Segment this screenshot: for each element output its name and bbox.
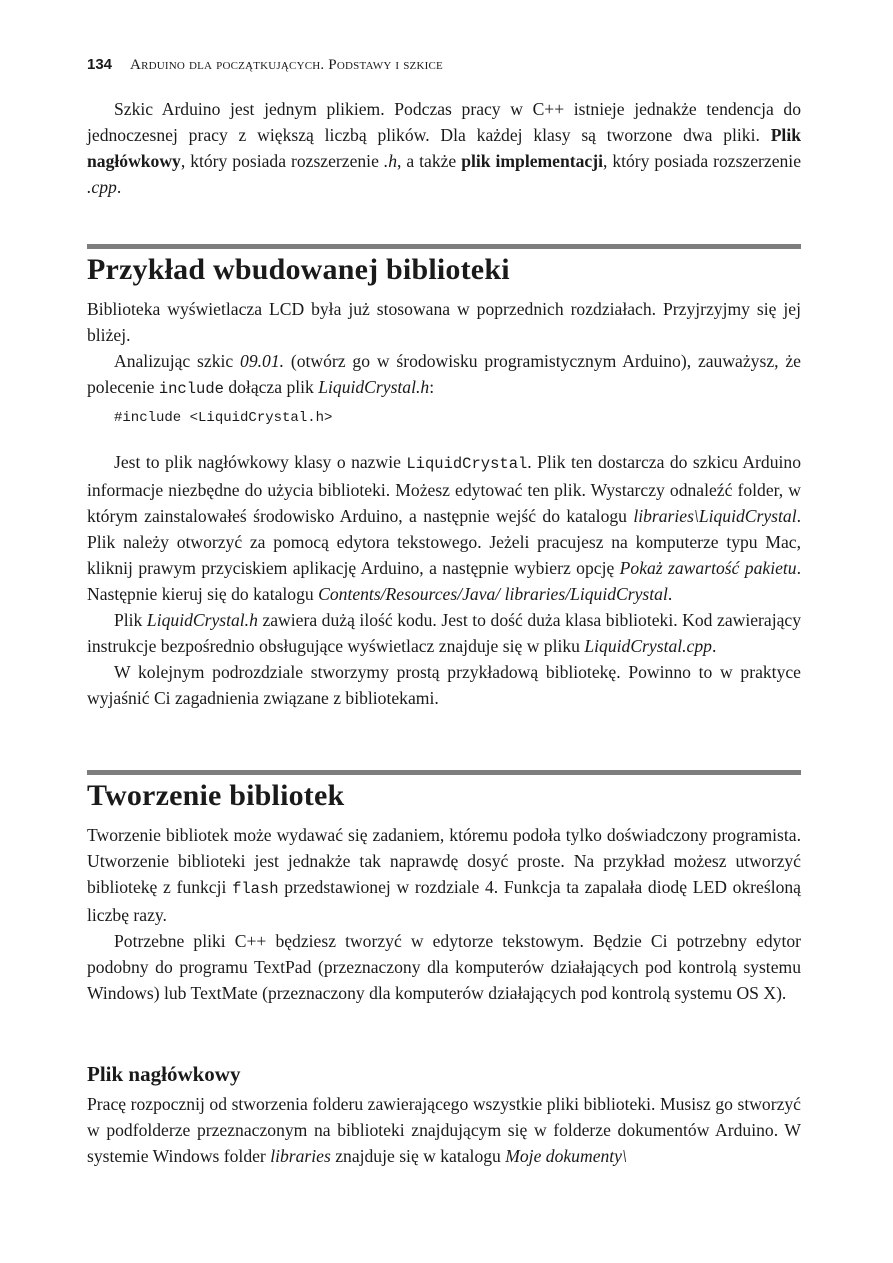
text-run: . [667, 584, 673, 604]
bold-term: plik implementacji [461, 151, 603, 171]
italic-term: Moje dokumenty\ [505, 1146, 627, 1166]
italic-term: .h [383, 151, 398, 171]
text-run: . [116, 177, 122, 197]
inline-code: flash [232, 880, 279, 898]
builtin-library-block-1 [87, 296, 801, 402]
section-rule [87, 770, 801, 775]
text-run: znajduje się w katalogu [330, 1146, 506, 1166]
text-run: (otwórz go w środowisku programistycznym Arduino), zauważysz, że polecenie [87, 351, 801, 397]
page-number: 134 [87, 56, 113, 73]
running-header [87, 56, 801, 74]
creating-paragraph-2 [87, 928, 801, 1006]
section-heading-creating-libraries: Tworzenie bibliotek [87, 779, 345, 812]
section-heading-builtin-library: Przykład wbudowanej biblioteki [87, 253, 510, 286]
italic-term: LiquidCrystal.h [146, 610, 258, 630]
text-run: . Plik ten dostarcza do szkicu Arduino informacje niezbędne do użycia biblioteki. Możesz edytować ten plik. Wystarczy odnaleźć folder, w którym zainstalowałeś środowisko Arduino, a następnie wejść do katalogu [87, 452, 801, 526]
text-run: . [711, 636, 717, 656]
section-rule [87, 244, 801, 249]
text-run: Potrzebne pliki C++ będziesz tworzyć w edytorze tekstowym. Będzie Ci potrzebny edytor podobny do programu TextPad (przeznaczony dla komputerów działających pod kontrolą systemu Windows) lub TextMate (przeznaczony dla komputerów działających pod kontrolą systemu OS X). [87, 931, 801, 1003]
text-run: . Plik należy otworzyć za pomocą edytora tekstowego. Jeżeli pracujesz na komputerze typu Mac, kliknij prawym przyciskiem aplikację Arduino, a następnie wybierz opcję [87, 506, 801, 578]
text-run: . Następnie kieruj się do katalogu [87, 558, 801, 604]
text-run: Biblioteka wyświetlacza LCD była już stosowana w poprzednich rozdziałach. Przyjrzyjmy się jej bliżej. [87, 299, 801, 345]
header-file-block [87, 1091, 801, 1169]
inline-code: include [158, 380, 224, 398]
inline-code: LiquidCrystal [406, 455, 528, 473]
text-run: : [429, 377, 435, 397]
creating-libraries-block [87, 822, 801, 1006]
italic-term: LiquidCrystal.h [318, 377, 430, 397]
text-run: W kolejnym podrozdziale stworzymy prostą przykładową bibliotekę. Powinno to w praktyce wyjaśnić Ci zagadnienia związane z bibliotekami. [87, 662, 801, 708]
bold-term: Plik nagłówkowy [87, 125, 801, 171]
intro-block [87, 96, 801, 200]
text-run: dołącza plik [223, 377, 319, 397]
builtin-paragraph-3 [87, 449, 801, 607]
italic-term: 09.01. [240, 351, 285, 371]
code-listing: #include <LiquidCrystal.h> [114, 410, 333, 426]
builtin-paragraph-4 [87, 607, 801, 659]
text-run: przedstawionej w rozdziale 4. Funkcja ta zapalała diodę LED określoną liczbę razy. [87, 877, 801, 925]
builtin-paragraph-2 [87, 348, 801, 402]
intro-paragraph [87, 96, 801, 200]
text-run: Jest to plik nagłówkowy klasy o nazwie [114, 452, 407, 472]
text-run: , który posiada rozszerzenie [602, 151, 802, 171]
italic-term: libraries [270, 1146, 331, 1166]
text-run: , który posiada rozszerzenie [180, 151, 384, 171]
text-run: Plik [114, 610, 147, 630]
builtin-paragraph-1 [87, 296, 801, 348]
text-run: , a także [397, 151, 462, 171]
running-title: Arduino dla początkujących. Podstawy i szkice [130, 57, 443, 73]
builtin-paragraph-5 [87, 659, 801, 711]
text-run: Szkic Arduino jest jednym plikiem. Podczas pracy w C++ istnieje jednakże tendencja do jednoczesnej pracy z większą liczbą plików. Dla każdej klasy są tworzone dwa pliki. [87, 99, 801, 145]
italic-term: LiquidCrystal.cpp [584, 636, 712, 656]
text-run: Analizując szkic [114, 351, 241, 371]
text-run: Tworzenie bibliotek może wydawać się zadaniem, któremu podoła tylko doświadczony programista. Utworzenie biblioteki jest jednakże tak naprawdę dosyć proste. Na przykład możesz utworzyć bibliotekę z funkcji [87, 825, 801, 897]
italic-term: Contents/Resources/Java/ libraries/LiquidCrystal [318, 584, 668, 604]
text-run: Pracę rozpocznij od stworzenia folderu zawierającego wszystkie pliki biblioteki. Musisz go stworzyć w podfolderze przeznaczonym na biblioteki znajdującym się w folderze dokumentów Arduino. W systemie Windows folder [87, 1094, 801, 1166]
builtin-library-block-2 [87, 449, 801, 711]
creating-paragraph-1 [87, 822, 801, 928]
header-file-paragraph-1 [87, 1091, 801, 1169]
text-run: zawiera dużą ilość kodu. Jest to dość duża klasa biblioteki. Kod zawierający instrukcje bezpośrednio obsługujące wyświetlacz znajduje się w pliku [87, 610, 802, 656]
italic-term: libraries\LiquidCrystal [633, 506, 797, 526]
subsection-heading-header-file: Plik nagłówkowy [87, 1062, 241, 1086]
italic-term: Pokaż zawartość pakietu [619, 558, 797, 578]
italic-term: .cpp [87, 177, 117, 197]
